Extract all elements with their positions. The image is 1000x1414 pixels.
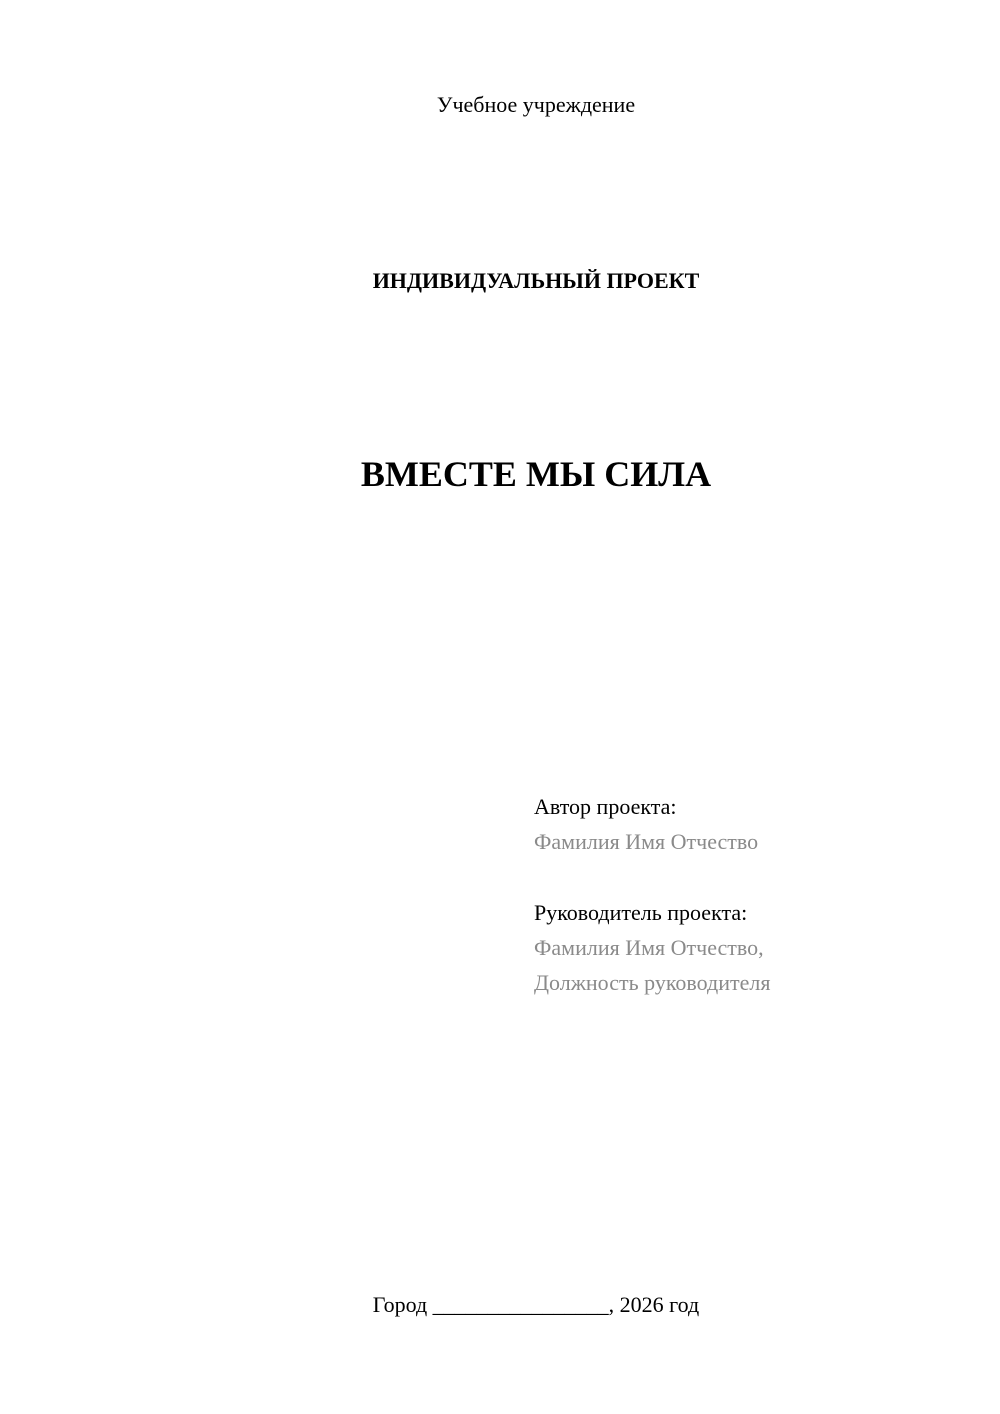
- author-name: Фамилия Имя Отчество: [534, 829, 759, 854]
- city-year-line: Город ________________, 2026 год: [372, 1292, 700, 1317]
- supervisor-position: Должность руководителя: [534, 970, 771, 995]
- supervisor-label: Руководитель проекта:: [534, 900, 748, 925]
- project-info-block: [534, 789, 974, 1000]
- project-type-heading: ИНДИВИДУАЛЬНЫЙ ПРОЕКТ: [372, 268, 700, 293]
- author-label: Автор проекта:: [534, 794, 677, 819]
- spacer: [534, 859, 974, 895]
- project-title: ВМЕСТЕ МЫ СИЛА: [360, 454, 712, 494]
- institution-name: Учебное учреждение: [436, 92, 636, 117]
- supervisor-name: Фамилия Имя Отчество,: [534, 935, 764, 960]
